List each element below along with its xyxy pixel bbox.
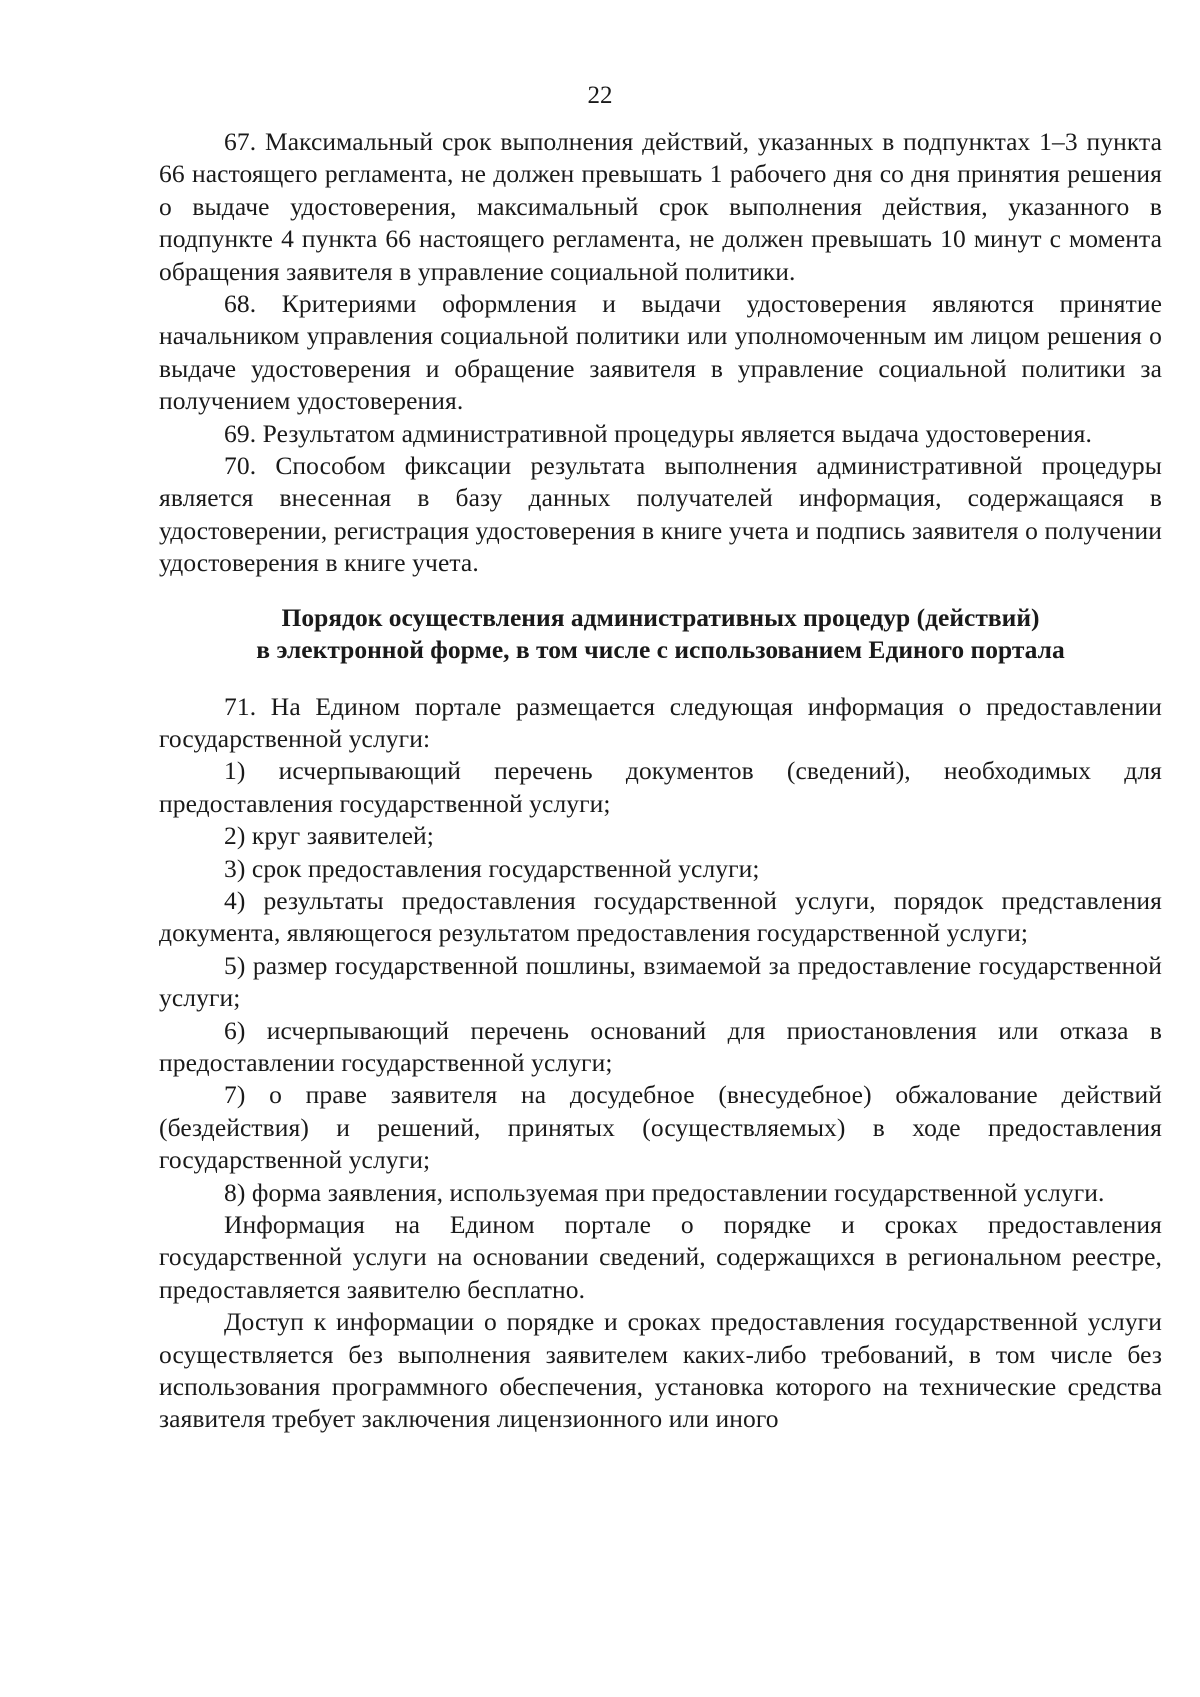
paragraph-71: 71. На Едином портале размещается следующая информация о предоставлении государственной услуги: <box>159 691 1162 753</box>
paragraph-access: Доступ к информации о порядке и сроках предоставления государственной услуги осуществляется без выполнения заявителем каких-либо требований, в том числе без использования программного обеспечения, установка которого на технические средства заявителя требует заключения лицензионного или иного <box>159 1307 1162 1434</box>
paragraph-68: 68. Критериями оформления и выдачи удостоверения являются принятие начальником управления социальной политики или уполномоченным им лицом решения о выдаче удостоверения и обращение заявителя в управление социальной политики за получением удостоверения. <box>159 289 1162 416</box>
list-item-2: 2) круг заявителей; <box>224 821 434 851</box>
list-item-1: 1) исчерпывающий перечень документов (сведений), необходимых для предоставления государственной услуги; <box>159 756 1162 818</box>
paragraph-69: 69. Результатом административной процедуры является выдача удостоверения. <box>224 418 1092 448</box>
section-heading <box>159 602 1162 667</box>
document-body <box>159 126 1162 1436</box>
section-heading-line-2: в электронной форме, в том числе с использованием Единого портала <box>256 635 1065 665</box>
section-heading-line-1: Порядок осуществления административных процедур (действий) <box>281 602 1040 632</box>
paragraph-info-free: Информация на Едином портале о порядке и сроках предоставления государственной услуги на основании сведений, содержащихся в региональном реестре, предоставляется заявителю бесплатно. <box>159 1210 1162 1304</box>
paragraph-67: 67. Максимальный срок выполнения действий, указанных в подпунктах 1–3 пункта 66 настоящего регламента, не должен превышать 1 рабочего дня со дня принятия решения о выдаче удостоверения, максимальный срок выполнения действия, указанного в подпункте 4 пункта 66 настоящего регламента, не должен превышать 10 минут с момента обращения заявителя в управление социальной политики. <box>159 127 1162 286</box>
paragraph-70: 70. Способом фиксации результата выполнения административной процедуры является внесенная в базу данных получателей информация, содержащаяся в удостоверении, регистрация удостоверения в книге учета и подпись заявителя о получении удостоверения в книге учета. <box>159 451 1162 578</box>
list-item-3: 3) срок предоставления государственной услуги; <box>224 853 760 883</box>
page-number: 22 <box>587 82 613 109</box>
list-item-8: 8) форма заявления, используемая при предоставлении государственной услуги. <box>224 1177 1105 1207</box>
list-item-6: 6) исчерпывающий перечень оснований для приостановления или отказа в предоставлении государственной услуги; <box>159 1015 1162 1077</box>
list-item-5: 5) размер государственной пошлины, взимаемой за предоставление государственной услуги; <box>159 950 1162 1013</box>
list-item-4: 4) результаты предоставления государственной услуги, порядок представления документа, являющегося результатом предоставления государственной услуги; <box>159 885 1162 948</box>
list-item-7: 7) о праве заявителя на досудебное (внесудебное) обжалование действий (бездействия) и решений, принятых (осуществляемых) в ходе предоставления государственной услуги; <box>159 1080 1162 1175</box>
